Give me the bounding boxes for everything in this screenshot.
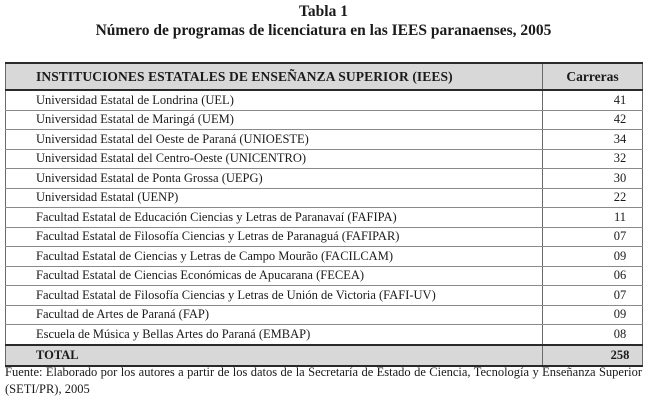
careers-cell: 09: [543, 305, 643, 325]
institution-cell: Facultad Estatal de Filosofía Ciencias y Letras de Paranaguá (FAFIPAR): [6, 227, 543, 247]
careers-cell: 07: [543, 227, 643, 247]
careers-cell: 34: [543, 130, 643, 150]
institution-cell: Facultad Estatal de Educación Ciencias y Letras de Paranavaí (FAFIPA): [6, 208, 543, 228]
institution-cell: Facultad Estatal de Filosofía Ciencias y Letras de Unión de Victoria (FAFI-UV): [6, 286, 543, 306]
table-row: [6, 208, 643, 228]
table-row: [6, 227, 643, 247]
careers-cell: 11: [543, 208, 643, 228]
table-number: Tabla 1: [299, 3, 348, 20]
table-row: [6, 110, 643, 130]
institution-cell: Universidad Estatal del Oeste de Paraná (UNIOESTE): [6, 130, 543, 150]
table-row: [6, 247, 643, 267]
table-row: [6, 188, 643, 208]
careers-cell: 42: [543, 110, 643, 130]
table-row: [6, 90, 643, 110]
table-row: [6, 305, 643, 325]
careers-cell: 22: [543, 188, 643, 208]
careers-cell: 30: [543, 169, 643, 189]
institutions-table: [5, 62, 643, 367]
careers-cell: 32: [543, 149, 643, 169]
table-title: Número de programas de licenciatura en las IEES paranaenses, 2005: [95, 22, 552, 39]
institution-cell: Facultad Estatal de Ciencias Económicas de Apucarana (FECEA): [6, 266, 543, 286]
institution-cell: Universidad Estatal (UENP): [6, 188, 543, 208]
institution-cell: Universidad Estatal de Maringá (UEM): [6, 110, 543, 130]
header-row: [6, 63, 643, 90]
total-label: TOTAL: [6, 345, 543, 366]
table-row: [6, 130, 643, 150]
institution-cell: Universidad Estatal del Centro-Oeste (UNICENTRO): [6, 149, 543, 169]
source-note: Fuente: Elaborado por los autores a partir de los datos de la Secretaría de Estado de Ciencia, Tecnología y Enseñanza Superior (SETI/PR), 2005: [5, 365, 642, 396]
careers-cell: 09: [543, 247, 643, 267]
header-institutions: INSTITUCIONES ESTATALES DE ENSEÑANZA SUPERIOR (IEES): [6, 63, 543, 90]
careers-cell: 07: [543, 286, 643, 306]
careers-cell: 08: [543, 325, 643, 345]
careers-cell: 41: [543, 90, 643, 110]
institution-cell: Universidad Estatal de Ponta Grossa (UEPG): [6, 169, 543, 189]
institution-cell: Facultad de Artes de Paraná (FAP): [6, 305, 543, 325]
table-row: [6, 325, 643, 345]
institution-cell: Escuela de Música y Bellas Artes do Paraná (EMBAP): [6, 325, 543, 345]
table-row: [6, 149, 643, 169]
total-value: 258: [543, 345, 643, 366]
table-row: [6, 266, 643, 286]
total-row: [6, 345, 643, 366]
header-careers: Carreras: [543, 63, 643, 90]
table-row: [6, 169, 643, 189]
institution-cell: Universidad Estatal de Londrina (UEL): [6, 90, 543, 110]
institution-cell: Facultad Estatal de Ciencias y Letras de Campo Mourão (FACILCAM): [6, 247, 543, 267]
careers-cell: 06: [543, 266, 643, 286]
table-row: [6, 286, 643, 306]
